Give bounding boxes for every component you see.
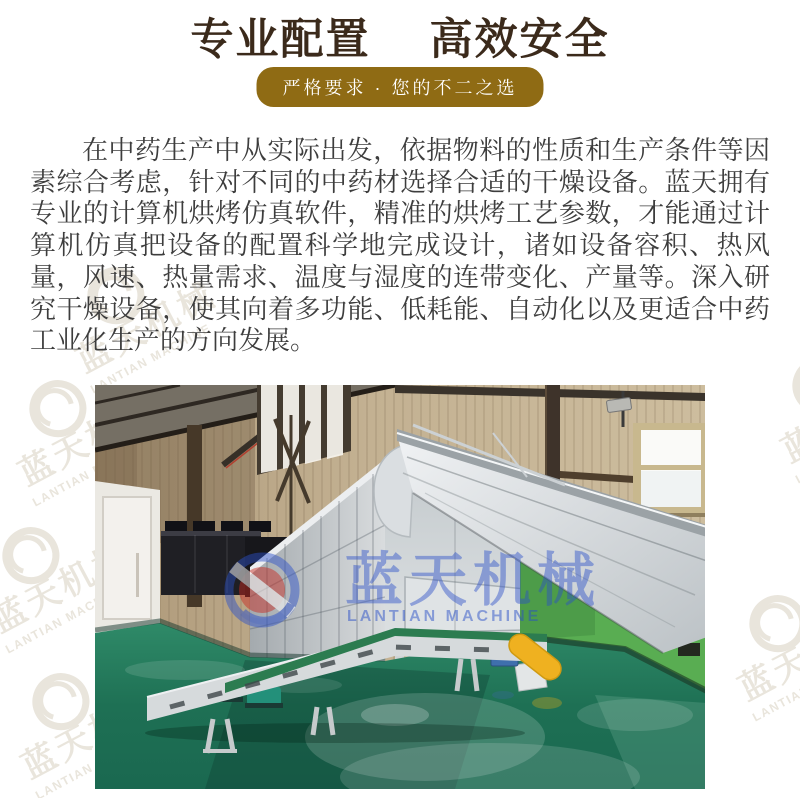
product-photo — [95, 385, 705, 789]
subtitle-ribbon-text: 严格要求 · 您的不二之选 — [282, 78, 518, 98]
factory-window — [633, 423, 705, 517]
door-handle — [136, 553, 139, 597]
left-wall-door — [95, 481, 160, 635]
page-watermark-tiles: 蓝天机械 LANTIAN MACHINE — [0, 0, 800, 798]
page-title: 专业配置 高效安全 — [190, 16, 610, 64]
photo-watermark-en: LANTIAN MACHINE — [347, 608, 542, 625]
intro-paragraph: 在中药生产中从实际出发，依据物料的性质和生产条件等因素综合考虑，针对不同的中药材选择合适的干燥设备。蓝天拥有专业的计算机烘烤仿真软件，精准的烘烤工艺参数，才能通过计算机仿真把设备的配置科学地完成设计，诸如设备容积、热风量，风速、热量需求、温度与湿度的连带变化、产量等。深入研究干燥设备，使其向着多功能、低耗能、自动化以及更适合中药工业化生产的方向发展。 — [30, 135, 770, 356]
photo-watermark-cn: 蓝天机械 — [345, 548, 602, 613]
subtitle-ribbon — [257, 67, 544, 107]
factory-photo-illustration — [95, 385, 705, 789]
